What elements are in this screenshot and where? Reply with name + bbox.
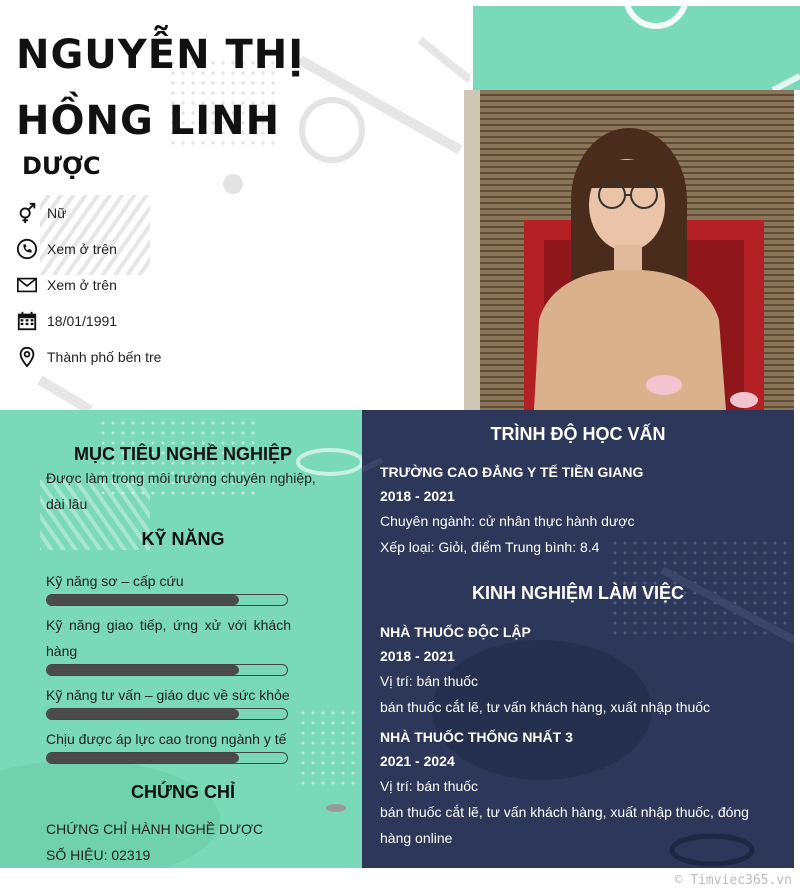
education-major: Chuyên ngành: cử nhân thực hành dược xyxy=(380,513,635,529)
calendar-icon xyxy=(16,310,38,332)
skill-bar-fill xyxy=(47,709,239,719)
skills-title: KỸ NĂNG xyxy=(141,529,225,549)
job-position: Vị trí: bán thuốc xyxy=(380,673,479,689)
contact-gender xyxy=(16,200,66,226)
education-title: TRÌNH ĐỘ HỌC VẤN xyxy=(490,424,666,444)
candidate-name: NGUYỄN THỊ HỒNG LINH xyxy=(16,32,305,144)
job-company: NHÀ THUỐC THỐNG NHẤT 3 xyxy=(380,729,573,745)
contact-email xyxy=(16,272,117,298)
skill-bar xyxy=(46,594,288,606)
objective-title: MỤC TIÊU NGHỀ NGHIỆP xyxy=(73,444,292,464)
accent-decoration xyxy=(473,6,800,90)
job-period: 2018 - 2021 xyxy=(380,648,455,664)
skill-bar-fill xyxy=(47,595,239,605)
education-school: TRƯỜNG CAO ĐẲNG Y TẾ TIỀN GIANG xyxy=(380,464,644,480)
job-position: Vị trí: bán thuốc xyxy=(380,778,479,794)
job-period: 2021 - 2024 xyxy=(380,753,455,769)
job-description: bán thuốc cắt lẽ, tư vấn khách hàng, xuất nhập thuốc xyxy=(380,699,711,715)
left-panel xyxy=(0,410,362,868)
skill-label: Chịu được áp lực cao trong ngành y tế xyxy=(46,731,287,747)
skill-bar xyxy=(46,664,288,676)
certificate-number: SỐ HIỆU: 02319 xyxy=(46,847,151,863)
right-panel xyxy=(362,410,794,868)
birthday-value: 18/01/1991 xyxy=(47,313,118,329)
experience-title: KINH NGHIỆM LÀM VIỆC xyxy=(471,583,684,603)
certificates-title: CHỨNG CHỈ xyxy=(131,782,235,802)
skill-bar-fill xyxy=(47,753,239,763)
job-description: bán thuốc cắt lẽ, tư vấn khách hàng, xuất nhập thuốc, đóng hàng online xyxy=(380,804,749,846)
contact-phone xyxy=(16,236,117,262)
watermark: © Timviec365.vn xyxy=(674,873,792,888)
contact-address xyxy=(16,344,161,370)
phone-value: Xem ở trên xyxy=(47,241,117,257)
certificate-name: CHỨNG CHỈ HÀNH NGHỀ DƯỢC xyxy=(46,821,264,837)
header-accent-block xyxy=(473,6,800,90)
email-value: Xem ở trên xyxy=(47,277,117,293)
skill-label: Kỹ năng giao tiếp, ứng xử với khách hàng xyxy=(46,617,291,659)
mail-icon xyxy=(16,274,38,296)
education-period: 2018 - 2021 xyxy=(380,488,455,504)
skill-label: Kỹ năng sơ – cấp cứu xyxy=(46,573,184,589)
skill-bar-fill xyxy=(47,665,239,675)
contact-birthday xyxy=(16,308,117,334)
gender-value: Nữ xyxy=(47,205,67,221)
phone-icon xyxy=(16,238,38,260)
objective-text: Được làm trong môi trường chuyên nghiệp, dài lâu xyxy=(46,470,316,512)
gender-icon xyxy=(16,202,38,224)
job-title: DƯỢC xyxy=(22,152,101,180)
job-company: NHÀ THUỐC ĐỘC LẬP xyxy=(380,624,531,640)
profile-photo xyxy=(464,90,794,410)
skill-label: Kỹ năng tư vấn – giáo dục về sức khỏe xyxy=(46,687,290,703)
address-value: Thành phố bến tre xyxy=(47,349,162,365)
location-icon xyxy=(16,346,38,368)
education-grade: Xếp loại: Giỏi, điểm Trung bình: 8.4 xyxy=(380,539,600,555)
skill-bar xyxy=(46,752,288,764)
skill-bar xyxy=(46,708,288,720)
